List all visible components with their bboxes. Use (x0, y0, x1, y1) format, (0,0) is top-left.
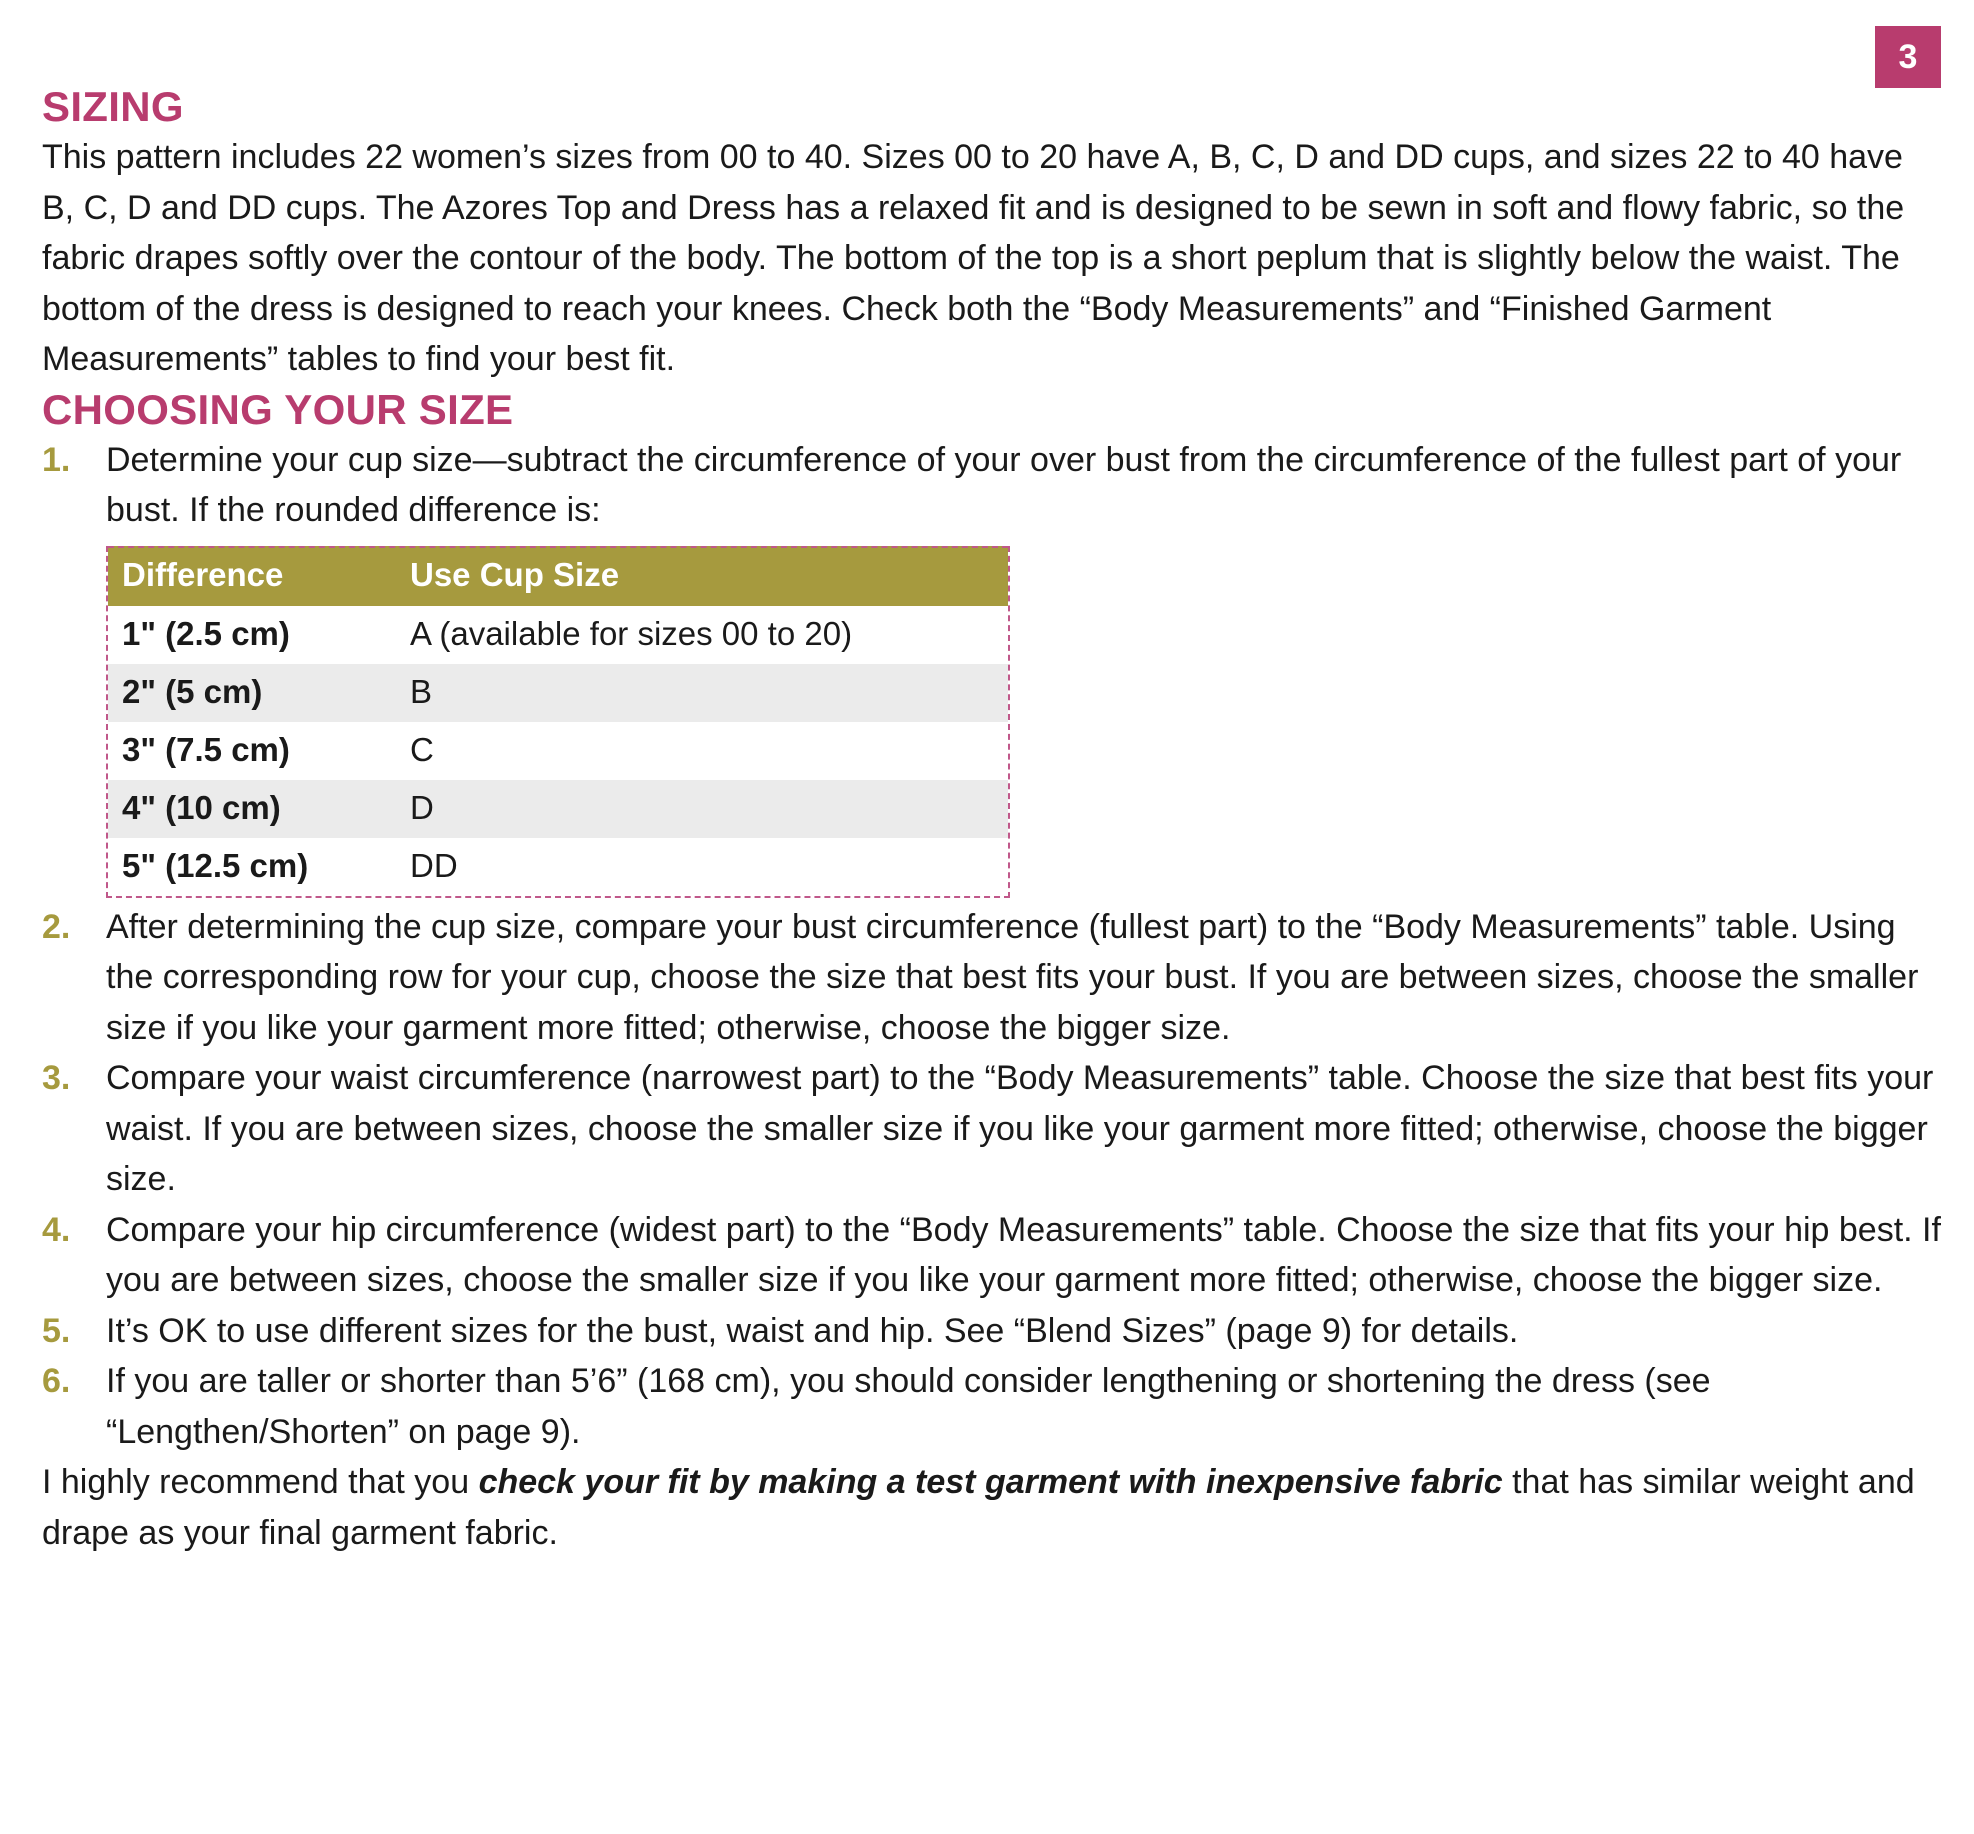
step-5 (42, 1306, 1942, 1357)
step-number: 3. (42, 1059, 71, 1097)
step-number: 6. (42, 1362, 71, 1400)
step-text: Determine your cup size—subtract the circumference of your over bust from the circumference of the fullest part of your bust. If the rounded difference is: (106, 440, 1902, 529)
step-number: 5. (42, 1311, 71, 1350)
cup-cell: D (396, 780, 1008, 838)
recommendation-text-after: that has similar weight and drape as your final garment fabric. (42, 1463, 1915, 1552)
difference-cell: 3" (7.5 cm) (122, 731, 290, 769)
step-3 (42, 1053, 1942, 1205)
cup-size-table-frame (106, 546, 1010, 898)
step-text: Compare your waist circumference (narrowest part) to the “Body Measurements” table. Choose the size that best fits your waist. If you are between sizes, choose the smaller size if you like your garment more fitted; otherwise, choose the bigger size. (106, 1059, 1934, 1198)
table-row (108, 664, 1008, 722)
step-4 (42, 1205, 1942, 1306)
sizing-heading: SIZING (42, 83, 184, 130)
difference-cell: 4" (10 cm) (108, 780, 396, 838)
table-row (108, 838, 1008, 896)
step-6 (42, 1356, 1942, 1457)
step-text: It’s OK to use different sizes for the bust, waist and hip. See “Blend Sizes” (page 9) for details. (106, 1311, 1519, 1350)
sizing-paragraph: This pattern includes 22 women’s sizes from 00 to 40. Sizes 00 to 20 have A, B, C, D and DD cups, and sizes 22 to 40 have B, C, D and DD cups. The Azores Top and Dress has a relaxed fit and is designed to be sewn in soft and flowy fabric, so the fabric drapes softly over the contour of the body. The bottom of the top is a short peplum that is slightly below the waist. The bottom of the dress is designed to reach your knees. Check both the “Body Measurements” and “Finished Garment Measurements” tables to find your best fit. (42, 138, 1905, 378)
recommendation-paragraph (42, 1457, 1942, 1558)
cup-cell: B (396, 664, 1008, 722)
page-content (42, 82, 1942, 1558)
step-2 (42, 902, 1942, 1054)
header-difference: Difference (108, 546, 396, 606)
choosing-size-heading: CHOOSING YOUR SIZE (42, 385, 514, 433)
difference-cell: 1" (2.5 cm) (122, 615, 290, 653)
step-1 (42, 435, 1942, 898)
table-row (108, 780, 1008, 838)
cup-size-table (108, 546, 1008, 896)
page-number-badge: 3 (1875, 26, 1941, 88)
step-text: After determining the cup size, compare your bust circumference (fullest part) to the “Body Measurements” table. Using the corresponding row for your cup, choose the size that best fits your bust. If you are between sizes, choose the smaller size if you like your garment more fitted; otherwise, choose the bigger size. (106, 907, 1919, 1047)
step-number: 1. (42, 440, 71, 479)
step-number: 2. (42, 907, 71, 946)
recommendation-emphasis: check your fit by making a test garment with inexpensive fabric (478, 1463, 1503, 1501)
difference-cell: 2" (5 cm) (108, 664, 396, 722)
cup-cell: C (410, 731, 434, 769)
cup-cell: DD (410, 847, 458, 885)
step-text: Compare your hip circumference (widest part) to the “Body Measurements” table. Choose the size that fits your hip best. If you are between sizes, choose the smaller size if you like your garment more fitted; otherwise, choose the bigger size. (106, 1210, 1941, 1299)
table-row (108, 606, 1008, 664)
table-header-row (108, 546, 1008, 606)
difference-cell: 5" (12.5 cm) (122, 847, 309, 885)
step-text: If you are taller or shorter than 5’6” (168 cm), you should consider lengthening or shortening the dress (see “Lengthen/Shorten” on page 9). (106, 1362, 1711, 1451)
size-steps-list (42, 435, 1942, 1458)
header-cup-size: Use Cup Size (396, 546, 1008, 606)
table-row (108, 722, 1008, 780)
recommendation-text-before: I highly recommend that you (42, 1463, 479, 1501)
cup-cell: A (available for sizes 00 to 20) (410, 615, 853, 653)
step-number: 4. (42, 1210, 71, 1249)
